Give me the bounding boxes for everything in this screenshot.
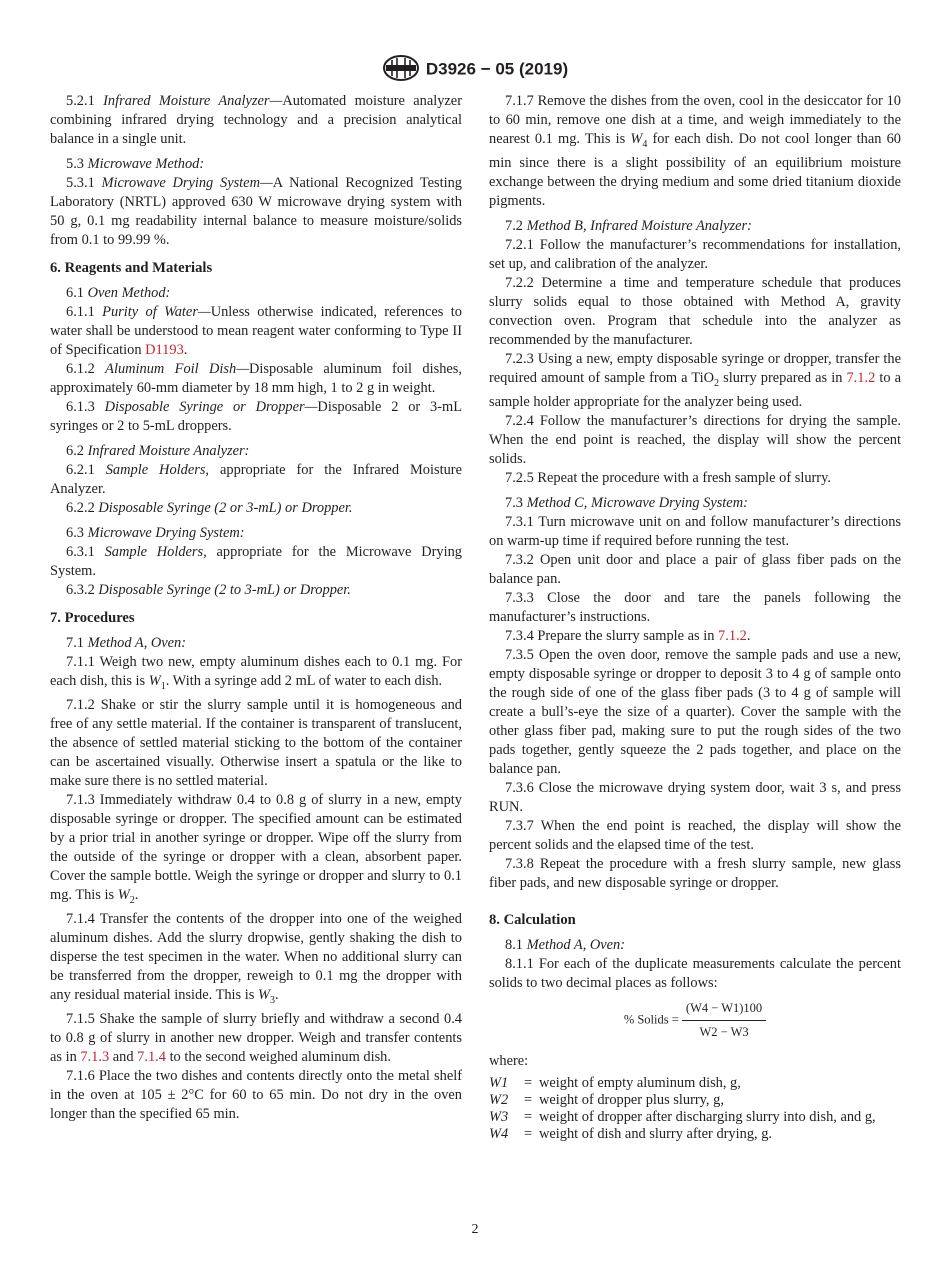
variable-description: weight of dish and slurry after drying, g.	[539, 1125, 772, 1142]
para-7-3-2: 7.3.2 Open unit door and place a pair of glass fiber pads on the balance pan.	[489, 551, 901, 587]
para-8-1-1: 8.1.1 For each of the duplicate measurements calculate the percent solids to two decimal places as follows:	[489, 955, 901, 991]
para-5-2-1: 5.2.1 Infrared Moisture Analyzer—Automated moisture analyzer combining infrared drying technology and a precision analytical balance in a single unit.	[50, 93, 462, 147]
variable-definitions	[489, 1075, 876, 1143]
ref-7-1-2-link[interactable]: 7.1.2	[846, 369, 876, 386]
heading-8-1: 8.1 Method A, Oven:	[505, 936, 626, 953]
heading-7-2: 7.2 Method B, Infrared Moisture Analyzer:	[505, 217, 752, 234]
section-6-heading: 6. Reagents and Materials	[50, 260, 213, 276]
section-8-heading: 8. Calculation	[489, 911, 576, 928]
para-7-3-7: 7.3.7 When the end point is reached, the display will show the percent solids and the elapsed time of the test.	[489, 817, 901, 853]
para-6-1-2: 6.1.2 Aluminum Foil Dish—Disposable aluminum foil dishes, approximately 60-mm diameter by 18 mm high, 1 to 2 g in weight.	[50, 361, 462, 396]
variable-equals: =	[523, 1125, 533, 1142]
ref-d1193-link[interactable]: D1193	[145, 342, 184, 358]
variable-description: weight of dropper after discharging slurry into dish, and g,	[539, 1108, 876, 1125]
para-7-3-5: 7.3.5 Open the oven door, remove the sample pads and use a new, empty disposable syringe or dropper to deposit 3 to 4 g of sample onto the rough side of one of the glass fiber pads (3 to 4 g of sample will create a bull’s-eye the size of a quarter). Cover the sample with the other glass fiber pad, making sure to put the rough sides of the two pads together, gently squeeze the 2 pads together, and place on the balance pan.	[489, 646, 901, 777]
page-number: 2	[471, 1222, 479, 1237]
para-7-1-3: 7.1.3 Immediately withdraw 0.4 to 0.8 g of slurry in a new, empty disposable syringe or dropper. The specified amount can be estimated by a prior trial in another syringe or dropper. Wipe off the slurry from the outside of the syringe or dropper with a clean, absorbent paper. Cover the sample bottle. Weigh the syringe or dropper and slurry to 0.1 mg. This is $W_2$.	[50, 791, 462, 906]
variable-description: weight of dropper plus slurry, g,	[539, 1091, 724, 1108]
variable-row	[489, 1126, 876, 1143]
astm-logo-icon	[382, 54, 420, 82]
variable-row	[489, 1109, 876, 1126]
para-7-3-6: 7.3.6 Close the microwave drying system door, wait 3 s, and press RUN.	[489, 779, 901, 815]
para-6-2-2: 6.2.2 Disposable Syringe (2 or 3-mL) or Dropper.	[66, 500, 353, 516]
variable-symbol: W2	[489, 1091, 509, 1108]
para-6-3-2: 6.3.2 Disposable Syringe (2 to 3-mL) or Dropper.	[66, 582, 351, 598]
variable-row	[489, 1092, 876, 1109]
variable-symbol: W4	[489, 1125, 509, 1142]
para-7-1-4: 7.1.4 Transfer the contents of the dropper into one of the weighed aluminum dishes. Add the slurry dropwise, gently shaking the dish to disperse the test specimen in the water. When no additional slurry can be transferred from the dropper, reweigh to 0.1 mg the dropper with any residual material inside. This is $W_3$.	[50, 910, 462, 1006]
para-7-1-6: 7.1.6 Place the two dishes and contents directly onto the metal shelf in the oven at 105 ± 2°C for 60 to 65 min. Do not dry in the oven longer than the specified 65 min.	[50, 1067, 462, 1122]
para-6-3-1: 6.3.1 Sample Holders, appropriate for the Microwave Drying System.	[50, 544, 462, 579]
heading-6-3: 6.3 Microwave Drying System:	[66, 525, 245, 541]
right-column	[489, 92, 901, 1143]
para-7-2-1: 7.2.1 Follow the manufacturer’s recommendations for installation, set up, and calibration of the analyzer.	[489, 236, 901, 272]
left-column	[50, 92, 462, 1124]
heading-5-3: 5.3 Microwave Method:	[66, 156, 205, 172]
where-label: where:	[489, 1052, 529, 1069]
heading-6-2: 6.2 Infrared Moisture Analyzer:	[66, 443, 250, 459]
para-7-3-1: 7.3.1 Turn microwave unit on and follow manufacturer’s directions on warm-up time if required before running the test.	[489, 513, 901, 549]
formula-fraction	[682, 999, 766, 1042]
variable-description: weight of empty aluminum dish, g,	[539, 1074, 741, 1091]
variable-equals: =	[523, 1074, 533, 1091]
heading-7-3: 7.3 Method C, Microwave Drying System:	[505, 494, 748, 511]
ref-7-1-4-link[interactable]: 7.1.4	[137, 1048, 166, 1065]
para-7-1-7: 7.1.7 Remove the dishes from the oven, cool in the desiccator for 10 to 60 min, remove one dish at a time, and weigh immediately to the nearest 0.1 mg. This is $W_4$ for each dish. Do not cool longer than 60 min since there is a slight possibility of an equilibrium moisture exchange between the drying medium and some dried titanium dioxide pigments.	[489, 93, 901, 209]
ref-7-1-2-link-b[interactable]: 7.1.2	[718, 627, 747, 644]
heading-6-1: 6.1 Oven Method:	[66, 285, 171, 301]
variable-equals: =	[523, 1108, 533, 1125]
para-6-1-3: 6.1.3 Disposable Syringe or Dropper—Disposable 2 or 3-mL syringes or 2 to 5-mL droppers.	[50, 399, 462, 434]
para-7-2-2: 7.2.2 Determine a time and temperature schedule that produces slurry solids equal to those obtained with Method A, gravity convection oven. Program that schedule into the analyzer as recommended by the manufacturer.	[489, 274, 901, 348]
para-5-3-1: 5.3.1 Microwave Drying System—A National Recognized Testing Laboratory (NRTL) approved 630 W microwave drying system with 50 g, 0.1 mg readability internal balance to measure moisture/solids from 0.1 to 99.99 %.	[50, 175, 462, 248]
para-7-1-1: 7.1.1 Weigh two new, empty aluminum dishes each to 0.1 mg. For each dish, this is $W_1$. With a syringe add 2 mL of water to each dish.	[50, 654, 462, 692]
page-header	[0, 56, 950, 84]
formula-numerator: (W4 − W1)100	[682, 999, 766, 1021]
para-7-1-2: 7.1.2 Shake or stir the slurry sample until it is homogeneous and free of any settle material. If the container is transparent of translucent, the absence of settled material sticking to the bottom of the container can be ascertained visually. Otherwise insert a spatula or the like to make sure there is no settled material.	[50, 696, 462, 789]
variable-row	[489, 1075, 876, 1092]
section-7-heading: 7. Procedures	[50, 610, 135, 626]
variable-symbol: W3	[489, 1108, 509, 1125]
heading-7-1: 7.1 Method A, Oven:	[66, 635, 187, 651]
variable-equals: =	[523, 1091, 533, 1108]
para-7-2-5: 7.2.5 Repeat the procedure with a fresh sample of slurry.	[505, 469, 831, 486]
formula-lhs: % Solids =	[623, 1012, 679, 1027]
para-6-2-1: 6.2.1 Sample Holders, appropriate for the Infrared Moisture Analyzer.	[50, 462, 462, 497]
para-6-1-1: 6.1.1 Purity of Water—Unless otherwise indicated, references to water shall be understood to mean reagent water conforming to Type II of Specification D1193.	[50, 304, 462, 358]
para-7-3-4: 7.3.4 Prepare the slurry sample as in 7.1.2.	[505, 627, 751, 644]
ref-7-1-3-link[interactable]: 7.1.3	[80, 1048, 110, 1065]
para-7-3-3: 7.3.3 Close the door and tare the panels following the manufacturer’s instructions.	[489, 589, 902, 625]
percent-solids-formula	[489, 999, 901, 1042]
variable-symbol: W1	[489, 1074, 509, 1091]
para-7-3-8: 7.3.8 Repeat the procedure with a fresh slurry sample, new glass fiber pads, and new disposable syringe or dropper.	[489, 855, 901, 891]
formula-denominator: W2 − W3	[699, 1024, 749, 1039]
para-7-1-5: 7.1.5 Shake the sample of slurry briefly and withdraw a second 0.4 to 0.8 g of slurry in another new dropper. Weigh and transfer contents as in 7.1.3 and 7.1.4 to the second weighed aluminum dish.	[50, 1010, 462, 1065]
para-7-2-4: 7.2.4 Follow the manufacturer’s directions for drying the sample. When the end point is reached, the display will show the percent solids.	[489, 412, 901, 467]
para-7-2-3: 7.2.3 Using a new, empty disposable syringe or dropper, transfer the required amount of sample from a TiO$_2$ slurry prepared as in 7.1.2 to a sample holder appropriate for the analyzer being used.	[489, 350, 901, 410]
document-designation: D3926 − 05 (2019)	[425, 59, 569, 79]
